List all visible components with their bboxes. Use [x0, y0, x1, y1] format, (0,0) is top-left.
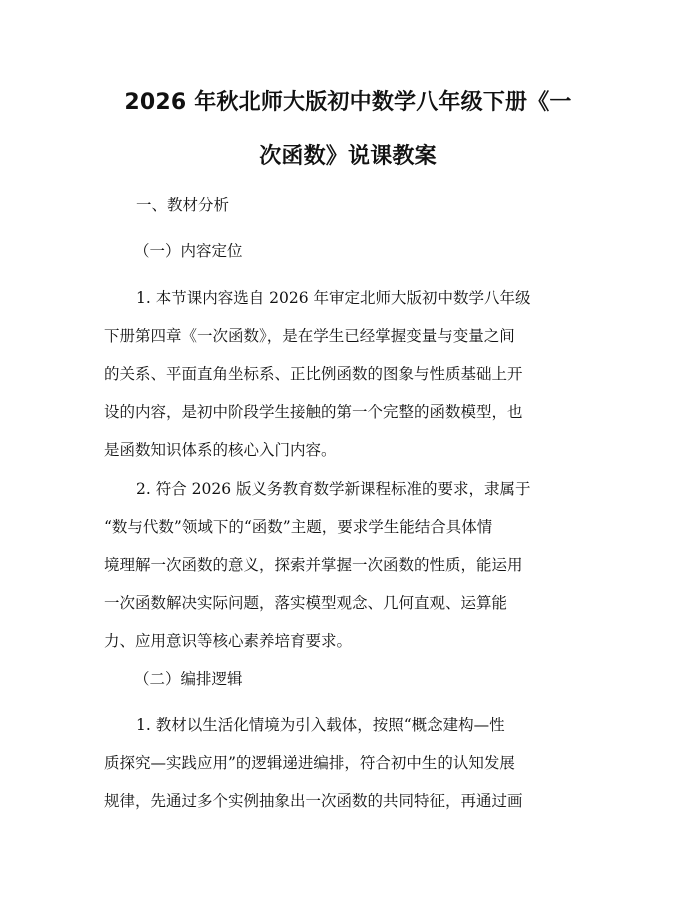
section-heading-textbook-analysis: 一、教材分析 [136, 196, 230, 214]
paragraph-line: 下册第四章《一次函数》，是在学生已经掌握变量与变量之间 [104, 327, 515, 345]
paragraph-line: 的关系、平面直角坐标系、正比例函数的图象与性质基础上开 [104, 365, 523, 383]
paragraph-line: 境理解一次函数的意义，探索并掌握一次函数的性质，能运用 [104, 556, 523, 574]
paragraph-line: 是函数知识体系的核心入门内容。 [104, 441, 337, 459]
paragraph-line: 力、应用意识等核心素养培育要求。 [104, 632, 353, 650]
paragraph-line: 质探究—实践应用”的逻辑递进编排，符合初中生的认知发展 [104, 754, 515, 772]
paragraph-line: 1. 教材以生活化情境为引入载体，按照“概念建构—性 [136, 716, 505, 734]
subsection-heading-layout-logic: （二）编排逻辑 [134, 670, 243, 688]
paragraph-line: 规律，先通过多个实例抽象出一次函数的共同特征，再通过画 [104, 792, 523, 810]
title-line-1: 2026 年秋北师大版初中数学八年级下册《一 [124, 90, 572, 115]
paragraph-line: 设的内容，是初中阶段学生接触的第一个完整的函数模型，也 [104, 403, 523, 421]
title-line-2: 次函数》说课教案 [259, 144, 437, 169]
paragraph-line: 2. 符合 2026 版义务教育数学新课程标准的要求，隶属于 [136, 480, 531, 498]
paragraph-line: 1. 本节课内容选自 2026 年审定北师大版初中数学八年级 [136, 289, 531, 307]
paragraph-line: 一次函数解决实际问题，落实模型观念、几何直观、运算能 [104, 594, 508, 612]
paragraph-line: “数与代数”领域下的“函数”主题，要求学生能结合具体情 [104, 518, 493, 536]
subsection-heading-content-positioning: （一）内容定位 [134, 242, 243, 260]
document-title [98, 76, 598, 184]
